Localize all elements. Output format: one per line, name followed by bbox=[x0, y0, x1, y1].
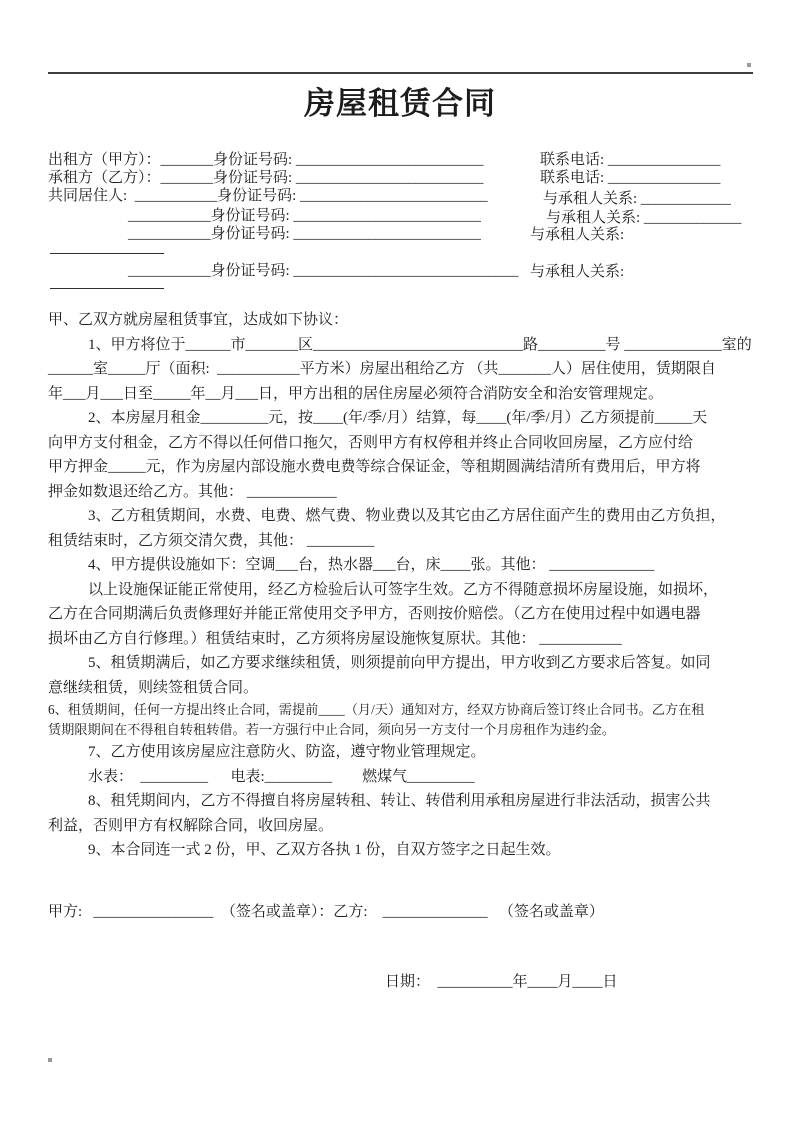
party-row-lessor-phone: 联系电话: _______________ bbox=[540, 152, 721, 168]
clause-1-line-3: 年___月___日至_____年__月___日，甲方出租的居住房屋必须符合消防安全和治安管理规定。 bbox=[48, 385, 664, 402]
contract-body bbox=[48, 308, 754, 863]
party-row-cohabitant-4: ___________身份证号码: ______________________________ bbox=[128, 263, 519, 279]
clause-2-line-1: 2、本房屋月租金_________元，按____(年/季/月）结算，每____(年/季/月）乙方须提前_____天 bbox=[88, 410, 708, 426]
party-row-lessor: 出租方（甲方）：_______身份证号码: _________________________ bbox=[48, 152, 484, 168]
clause-6-line-1: 6、租赁期间，任何一方提出终止合同，需提前____（月/天）通知对方，经双方协商后签订终止合同书。乙方在租 bbox=[48, 702, 705, 717]
clause-9-line-1: 9、本合同连一式 2 份，甲、乙双方各执 1 份，自双方签字之日起生效。 bbox=[88, 842, 561, 858]
party-row-cohabitant-2: ___________身份证号码: _________________________ bbox=[128, 208, 481, 224]
facilities-note-line-1: 以上设施保证能正常使用，经乙方检验后认可签字生效。乙方不得随意损坏房屋设施，如损坏， bbox=[88, 581, 719, 598]
date-line: 日期： __________年____月____日 bbox=[385, 974, 618, 990]
party-row-lessee: 承租方（乙方）：_______身份证号码: _________________________ bbox=[48, 170, 484, 186]
party-row-lessee-phone: 联系电话: _______________ bbox=[540, 170, 721, 186]
party-row-cohabitant-2-relation: 与承租人关系: _____________ bbox=[546, 210, 742, 226]
meters-line: 水表： _________ 电表:_________ 燃煤气_________ bbox=[88, 768, 475, 785]
clause-2-line-4: 押金如数退还给乙方。其他： ____________ bbox=[48, 483, 337, 500]
clause-4-line-1: 4、甲方提供设施如下：空调___台，热水器___台，床____张。其他： ______________ bbox=[88, 557, 655, 573]
clause-8-line-2: 利益，否则甲方有权解除合同，收回房屋。 bbox=[48, 817, 334, 834]
party-row-cohabitant-1: 共同居住人: ___________身份证号码: _________________________ bbox=[48, 188, 488, 204]
clause-1-line-2: ______室_____厅（面积: ___________平方米）房屋出租给乙方 （共_______人）居住使用，赁期限自 bbox=[48, 361, 716, 377]
clause-8-line-1: 8、租凭期间内，乙方不得擅自将房屋转租、转让、转借利用承租房屋进行非法活动，损害公共 bbox=[88, 793, 711, 809]
clause-3-line-2: 租赁结束时，乙方须交清欠费，其他： _________ bbox=[48, 532, 375, 549]
clause-1-line-1: 1、甲方将位于______市_______区____________________________路_________号 _____________室的 bbox=[88, 336, 752, 353]
clause-5-line-2: 意继续租赁，则续签租赁合同。 bbox=[48, 679, 259, 696]
party-row-cohabitant-3: ___________身份证号码: _________________________ bbox=[128, 226, 481, 242]
party-row-cohabitant-3-relation: 与承租人关系: bbox=[530, 227, 625, 243]
clause-2-line-2: 向甲方支付租金，乙方不得以任何借口拖欠，否则甲方有权停租并终止合同收回房屋，乙方应付给 bbox=[48, 434, 694, 451]
clause-6-line-2: 赁期限期间在不得租自转租转借。若一方强行中止合同，须向另一方支付一个月房租作为违约金。 bbox=[48, 722, 616, 737]
page-mark-bottom-left bbox=[48, 1058, 52, 1062]
clause-2-line-3: 甲方押金_____元，作为房屋内部设施水费电费等综合保证金，等租期圆满结清所有费用后，甲方将 bbox=[48, 459, 701, 475]
clause-3-line-1: 3、乙方租赁期间，水费、电费、燃气费、物业费以及其它由乙方居住面产生的费用由乙方负担， bbox=[88, 508, 726, 524]
header-rule bbox=[48, 72, 753, 74]
agreement-heading: 甲、乙双方就房屋租赁事宜，达成如下协议： bbox=[48, 312, 349, 328]
facilities-note-line-3: 损坏由乙方自行修理。）租赁结束时，乙方须将房屋设施恢复原状。其他： ___________ bbox=[48, 630, 622, 647]
blank-line bbox=[50, 288, 164, 289]
page-mark-top-right bbox=[747, 63, 751, 67]
party-row-cohabitant-1-relation: 与承租人关系: ____________ bbox=[543, 191, 731, 207]
party-row-cohabitant-4-relation: 与承租人关系: bbox=[530, 264, 625, 280]
clause-7-line-1: 7、乙方使用该房屋应注意防火、防盗，遵守物业管理规定。 bbox=[88, 744, 486, 760]
facilities-note-line-2: 乙方在合同期满后负责修理好并能正常使用交予甲方，否则按价赔偿。（乙方在使用过程中如遇电器 bbox=[48, 606, 701, 622]
signature-line: 甲方: ________________ （签名或盖章）：乙方: ______________ （签名或盖章） bbox=[48, 904, 604, 920]
blank-line bbox=[50, 253, 164, 254]
clause-5-line-1: 5、租赁期满后，如乙方要求继续租赁，则须提前向甲方提出，甲方收到乙方要求后答复。如同 bbox=[88, 655, 711, 671]
document-title: 房屋租赁合同 bbox=[304, 86, 496, 121]
